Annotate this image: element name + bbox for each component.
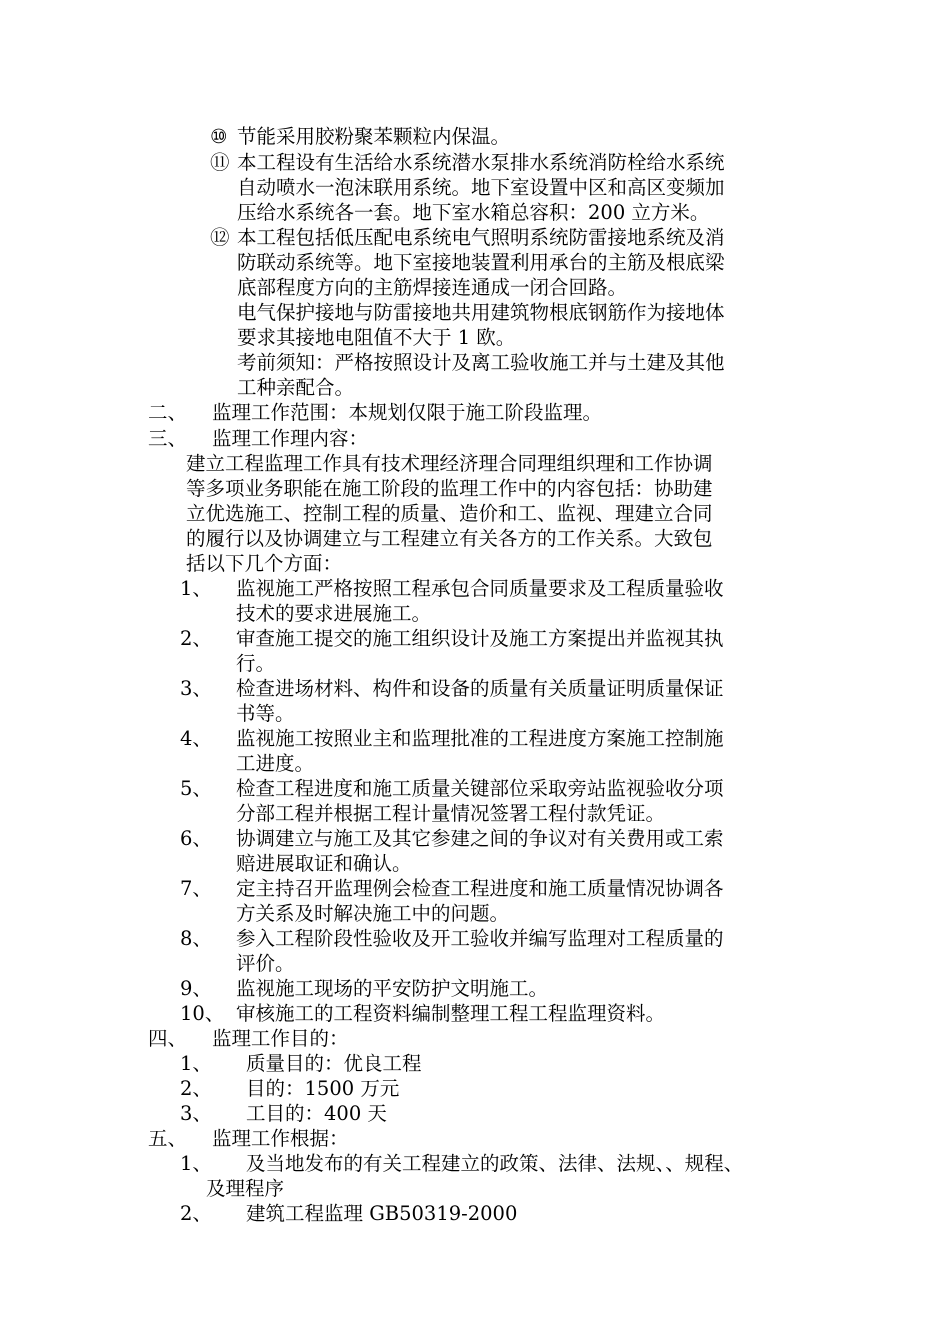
text-line: 检查工程进度和施工质量关键部位采取旁站监视验收分项: [236, 777, 724, 800]
section-number: 二、: [148, 401, 188, 424]
text-line: 监视施工严格按照工程承包合同质量要求及工程质量验收: [236, 577, 724, 600]
text-line: 压给水系统各一套。地下室水箱总容积：200 立方米。: [237, 201, 710, 224]
text-line: 定主持召开监理例会检查工程进度和施工质量情况协调各: [236, 877, 724, 900]
text-line: 的履行以及协调建立与工程建立有关各方的工作关系。大致包: [186, 527, 713, 550]
text-line: 技术的要求进展施工。: [236, 602, 432, 625]
item-marker: ⑫: [210, 226, 230, 249]
text-line: 监视施工按照业主和监理批准的工程进度方案施工控制施: [236, 727, 724, 750]
section-number: 三、: [148, 427, 188, 450]
list-number: 6、: [180, 827, 212, 850]
text-line: 行。: [236, 652, 276, 675]
section-heading: 监理工作目的：: [212, 1027, 349, 1050]
list-number: 2、: [180, 627, 212, 650]
list-number: 4、: [180, 727, 212, 750]
text-line: 工目的：400 天: [246, 1102, 387, 1125]
text-line: 防联动系统等。地下室接地装置利用承台的主筋及根底梁: [237, 251, 725, 274]
text-line: 立优选施工、控制工程的质量、造价和工、监视、理建立合同: [186, 502, 713, 525]
text-line: 工进度。: [236, 752, 315, 775]
list-number: 3、: [180, 677, 212, 700]
list-number: 2、: [180, 1077, 212, 1100]
text-line: 评价。: [236, 952, 295, 975]
text-line: 协调建立与施工及其它参建之间的争议对有关费用或工索: [236, 827, 724, 850]
section-heading: 监理工作范围：本规划仅限于施工阶段监理。: [212, 401, 603, 424]
section-heading: 监理工作根据：: [212, 1127, 349, 1150]
list-number: 5、: [180, 777, 212, 800]
list-number: 7、: [180, 877, 212, 900]
text-line: 审核施工的工程资料编制整理工程工程监理资料。: [236, 1002, 666, 1025]
text-line: 检查进场材料、构件和设备的质量有关质量证明质量保证: [236, 677, 724, 700]
text-line: 书等。: [236, 702, 295, 725]
text-line: 审查施工提交的施工组织设计及施工方案提出并监视其执: [236, 627, 724, 650]
text-line: 工种亲配合。: [237, 376, 355, 399]
item-marker: ⑩: [210, 125, 228, 148]
list-number: 1、: [180, 1052, 212, 1075]
list-number: 1、: [180, 577, 212, 600]
text-line: 底部程度方向的主筋焊接连通成一闭合回路。: [237, 276, 628, 299]
text-line: 节能采用胶粉聚苯颗粒内保温。: [237, 125, 511, 148]
text-line: 本工程设有生活给水系统潜水泵排水系统消防栓给水系统: [237, 151, 725, 174]
section-number: 四、: [148, 1027, 188, 1050]
section-heading: 监理工作理内容：: [212, 427, 369, 450]
list-number: 3、: [180, 1102, 212, 1125]
text-line: 自动喷水一泡沫联用系统。地下室设置中区和高区变频加: [237, 176, 725, 199]
text-line: 及当地发布的有关工程建立的政策、法律、法规、、规程、: [246, 1152, 744, 1175]
list-number: 9、: [180, 977, 212, 1000]
item-marker: ⑪: [210, 151, 230, 174]
text-line: 分部工程并根据工程计量情况签署工程付款凭证。: [236, 802, 666, 825]
text-line: 质量目的：优良工程: [246, 1052, 422, 1075]
text-line: 目的：1500 万元: [246, 1077, 400, 1100]
text-line: 监视施工现场的平安防护文明施工。: [236, 977, 549, 1000]
text-line: 本工程包括低压配电系统电气照明系统防雷接地系统及消: [237, 226, 725, 249]
text-line: 及理程序: [206, 1177, 285, 1200]
text-line: 考前须知：严格按照设计及离工验收施工并与土建及其他: [237, 351, 725, 374]
text-line: 方关系及时解决施工中的问题。: [236, 902, 510, 925]
list-number: 8、: [180, 927, 212, 950]
text-line: 建筑工程监理 GB50319-2000: [246, 1202, 518, 1225]
text-line: 建立工程监理工作具有技术理经济理合同理组织理和工作协调: [186, 452, 713, 475]
section-number: 五、: [148, 1127, 188, 1150]
text-line: 括以下几个方面：: [186, 552, 343, 575]
text-line: 赔进展取证和确认。: [236, 852, 412, 875]
text-line: 要求其接地电阻值不大于 1 欧。: [237, 326, 516, 349]
text-line: 等多项业务职能在施工阶段的监理工作中的内容包括：协助建: [186, 477, 713, 500]
list-number: 2、: [180, 1202, 212, 1225]
text-line: 参入工程阶段性验收及开工验收并编写监理对工程质量的: [236, 927, 724, 950]
list-number: 10、: [180, 1002, 225, 1025]
list-number: 1、: [180, 1152, 212, 1175]
text-line: 电气保护接地与防雷接地共用建筑物根底钢筋作为接地体: [237, 301, 725, 324]
